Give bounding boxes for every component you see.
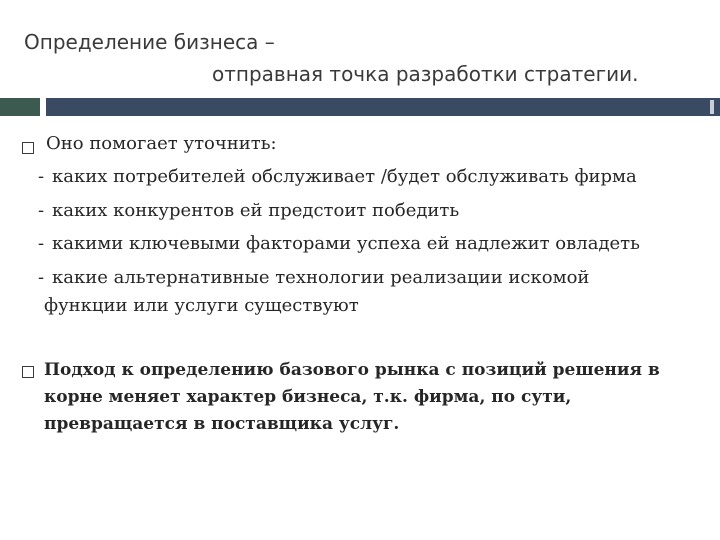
list-item-text-line-1: какие альтернативные технологии реализации искомой [52, 267, 590, 288]
list-item-text: какими ключевыми факторами успеха ей надлежит овладеть [52, 233, 640, 254]
accent-bar-left [0, 98, 40, 116]
intro-text: Оно помогает уточнить: [46, 133, 277, 154]
list-item [38, 200, 459, 221]
slide-title-line-2: отправная точка разработки стратегии. [212, 62, 639, 86]
list-item [38, 166, 637, 187]
slide-title-line-1: Определение бизнеса – [24, 30, 275, 54]
accent-bar-tick [710, 100, 714, 114]
dash-marker: - [38, 166, 45, 187]
dash-marker: - [38, 267, 45, 288]
accent-bar-right [46, 98, 720, 116]
dash-marker: - [38, 233, 45, 254]
list-item [38, 233, 640, 254]
list-item-text: каких конкурентов ей предстоит победить [52, 200, 460, 221]
bold-paragraph: Подход к определению базового рынка с позиций решения в корне меняет характер бизнеса, т.к. фирма, по сути, превращается в поставщика услуг. [44, 360, 660, 434]
list-item-text: каких потребителей обслуживает /будет обслуживать фирма [52, 166, 637, 187]
list-item-text-line-2: функции или услуги существуют [44, 295, 359, 316]
bullet-checkbox-icon [22, 142, 34, 154]
bullet-checkbox-icon [22, 366, 34, 378]
dash-marker: - [38, 200, 45, 221]
list-item-wrapped [38, 264, 678, 320]
